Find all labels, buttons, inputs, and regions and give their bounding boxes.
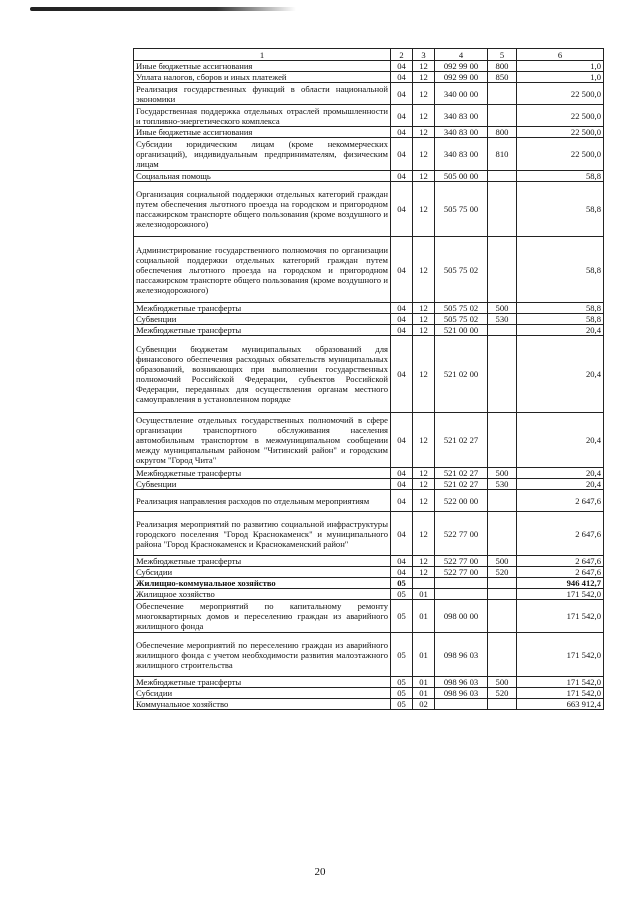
row-expense-type: 500 [488, 303, 517, 314]
table-row [134, 512, 604, 556]
row-target-article: 098 00 00 [435, 600, 488, 633]
row-target-article: 098 96 03 [435, 688, 488, 699]
row-section: 04 [391, 468, 413, 479]
row-name: Осуществление отдельных государственных полномочий в сфере организации транспортного обслуживания населения автомобильным транспортом в межмуниципальном сообщении между муниципальным районом "Читинский район" и городским округом "Город Чита" [134, 413, 391, 468]
row-sum: 2 647,6 [517, 567, 604, 578]
table-row [134, 479, 604, 490]
row-target-article: 522 77 00 [435, 556, 488, 567]
row-subsection: 12 [413, 171, 435, 182]
row-subsection: 02 [413, 699, 435, 710]
row-expense-type [488, 589, 517, 600]
row-expense-type [488, 578, 517, 589]
row-section: 04 [391, 61, 413, 72]
row-sum: 22 500,0 [517, 138, 604, 171]
row-subsection: 12 [413, 490, 435, 512]
row-sum: 22 500,0 [517, 105, 604, 127]
row-expense-type [488, 325, 517, 336]
header-col-2: 2 [391, 49, 413, 61]
row-section: 04 [391, 83, 413, 105]
row-name: Иные бюджетные ассигнования [134, 61, 391, 72]
row-name: Уплата налогов, сборов и иных платежей [134, 72, 391, 83]
row-sum: 171 542,0 [517, 688, 604, 699]
row-sum: 1,0 [517, 72, 604, 83]
row-section: 04 [391, 105, 413, 127]
row-target-article: 340 83 00 [435, 105, 488, 127]
row-section: 04 [391, 303, 413, 314]
row-subsection: 12 [413, 567, 435, 578]
row-sum: 20,4 [517, 479, 604, 490]
row-expense-type: 810 [488, 138, 517, 171]
row-expense-type [488, 171, 517, 182]
row-target-article: 522 77 00 [435, 512, 488, 556]
row-subsection: 12 [413, 105, 435, 127]
row-section: 04 [391, 556, 413, 567]
table-row [134, 567, 604, 578]
row-sum: 2 647,6 [517, 512, 604, 556]
table-row [134, 138, 604, 171]
row-target-article: 092 99 00 [435, 72, 488, 83]
row-section: 05 [391, 600, 413, 633]
table-body [134, 61, 604, 710]
row-subsection: 12 [413, 303, 435, 314]
row-sum: 2 647,6 [517, 490, 604, 512]
row-expense-type: 500 [488, 468, 517, 479]
row-subsection: 12 [413, 127, 435, 138]
row-name: Социальная помощь [134, 171, 391, 182]
row-subsection: 12 [413, 182, 435, 237]
row-name: Реализация мероприятий по развитию социальной инфраструктуры городского поселения "Город Краснокаменск" и муниципального района "Город Краснокаменск и Краснокаменский район" [134, 512, 391, 556]
row-target-article: 521 02 27 [435, 479, 488, 490]
table-row [134, 556, 604, 567]
header-col-5: 5 [488, 49, 517, 61]
row-subsection: 01 [413, 677, 435, 688]
row-sum: 171 542,0 [517, 677, 604, 688]
table-row [134, 237, 604, 303]
row-subsection: 12 [413, 61, 435, 72]
row-sum: 946 412,7 [517, 578, 604, 589]
table-row [134, 127, 604, 138]
row-target-article: 340 00 00 [435, 83, 488, 105]
row-target-article: 522 00 00 [435, 490, 488, 512]
row-section: 04 [391, 314, 413, 325]
row-section: 05 [391, 578, 413, 589]
row-subsection: 12 [413, 336, 435, 413]
row-sum: 58,8 [517, 237, 604, 303]
row-subsection: 12 [413, 237, 435, 303]
row-name: Субвенции бюджетам муниципальных образований для финансового обеспечения расходных обязательств муниципальных образований, возникающих при выполнении государственных полномочий Российской Федерации, субъектов Российской Федерации, переданных для осуществления органам местного самоуправления в установленном порядке [134, 336, 391, 413]
row-target-article: 505 00 00 [435, 171, 488, 182]
table-row [134, 578, 604, 589]
row-subsection: 01 [413, 688, 435, 699]
row-section: 04 [391, 72, 413, 83]
row-section: 05 [391, 688, 413, 699]
table-row [134, 336, 604, 413]
row-sum: 58,8 [517, 303, 604, 314]
row-section: 05 [391, 633, 413, 677]
row-expense-type: 500 [488, 556, 517, 567]
row-sum: 171 542,0 [517, 633, 604, 677]
row-target-article [435, 589, 488, 600]
row-section: 04 [391, 237, 413, 303]
table-row [134, 61, 604, 72]
row-expense-type [488, 699, 517, 710]
header-col-6: 6 [517, 49, 604, 61]
row-expense-type: 500 [488, 677, 517, 688]
row-expense-type [488, 237, 517, 303]
row-subsection: 12 [413, 512, 435, 556]
page-number: 20 [314, 866, 326, 878]
row-name: Субвенции [134, 314, 391, 325]
row-name: Организация социальной поддержки отдельных категорий граждан путем обеспечения льготного проезда на городском и пригородном пассажирском транспорте общего пользования (кроме воздушного и железнодорожного) [134, 182, 391, 237]
row-subsection: 01 [413, 589, 435, 600]
row-subsection: 12 [413, 138, 435, 171]
table-row [134, 699, 604, 710]
table-row [134, 688, 604, 699]
table-row [134, 589, 604, 600]
row-section: 04 [391, 490, 413, 512]
row-subsection: 12 [413, 325, 435, 336]
table-row [134, 468, 604, 479]
row-subsection: 12 [413, 413, 435, 468]
row-target-article: 522 77 00 [435, 567, 488, 578]
row-target-article: 521 00 00 [435, 325, 488, 336]
row-subsection [413, 578, 435, 589]
table-row [134, 72, 604, 83]
table-header-row [134, 49, 604, 61]
row-target-article: 340 83 00 [435, 138, 488, 171]
row-sum: 2 647,6 [517, 556, 604, 567]
row-name: Межбюджетные трансферты [134, 325, 391, 336]
row-name: Межбюджетные трансферты [134, 468, 391, 479]
row-section: 05 [391, 677, 413, 688]
row-name: Реализация направления расходов по отдельным мероприятиям [134, 490, 391, 512]
row-sum: 20,4 [517, 413, 604, 468]
row-section: 05 [391, 699, 413, 710]
table-row [134, 413, 604, 468]
row-section: 04 [391, 138, 413, 171]
row-name: Администрирование государственного полномочия по организации социальной поддержки отдельных категорий граждан путем обеспечения льготного проезда на городском и пригородном пассажирском транспорте общего пользования (кроме воздушного и железнодорожного) [134, 237, 391, 303]
row-target-article: 505 75 02 [435, 237, 488, 303]
row-target-article: 505 75 02 [435, 303, 488, 314]
row-expense-type: 520 [488, 567, 517, 578]
row-name: Реализация государственных функций в области национальной экономики [134, 83, 391, 105]
row-name: Коммунальное хозяйство [134, 699, 391, 710]
row-expense-type [488, 105, 517, 127]
row-subsection: 12 [413, 468, 435, 479]
row-name: Межбюджетные трансферты [134, 556, 391, 567]
budget-table [133, 48, 604, 710]
table-row [134, 105, 604, 127]
row-section: 04 [391, 479, 413, 490]
row-section: 04 [391, 325, 413, 336]
row-name: Иные бюджетные ассигнования [134, 127, 391, 138]
row-target-article: 098 96 03 [435, 677, 488, 688]
row-target-article: 521 02 27 [435, 468, 488, 479]
row-section: 04 [391, 127, 413, 138]
row-name: Обеспечение мероприятий по капитальному ремонту многоквартирных домов и переселению граждан из аварийного жилищного фонда [134, 600, 391, 633]
row-section: 04 [391, 171, 413, 182]
table-row [134, 325, 604, 336]
row-expense-type [488, 512, 517, 556]
row-name: Субсидии [134, 688, 391, 699]
row-section: 04 [391, 413, 413, 468]
row-subsection: 12 [413, 479, 435, 490]
table-row [134, 182, 604, 237]
row-sum: 22 500,0 [517, 83, 604, 105]
row-expense-type: 800 [488, 61, 517, 72]
row-target-article: 505 75 00 [435, 182, 488, 237]
scan-artifact-bar [30, 7, 296, 11]
row-name: Межбюджетные трансферты [134, 677, 391, 688]
row-expense-type [488, 413, 517, 468]
header-col-4: 4 [435, 49, 488, 61]
row-sum: 20,4 [517, 325, 604, 336]
row-name: Жилищное хозяйство [134, 589, 391, 600]
row-subsection: 12 [413, 72, 435, 83]
row-name: Субсидии [134, 567, 391, 578]
table-row [134, 83, 604, 105]
row-target-article [435, 699, 488, 710]
row-target-article: 340 83 00 [435, 127, 488, 138]
table-row [134, 600, 604, 633]
table-row [134, 314, 604, 325]
row-section: 04 [391, 182, 413, 237]
row-section: 04 [391, 567, 413, 578]
row-expense-type: 520 [488, 688, 517, 699]
row-subsection: 01 [413, 600, 435, 633]
row-target-article: 521 02 27 [435, 413, 488, 468]
table-row [134, 677, 604, 688]
header-col-1: 1 [134, 49, 391, 61]
row-name: Жилищно-коммунальное хозяйство [134, 578, 391, 589]
row-name: Государственная поддержка отдельных отраслей промышленности и топливно-энергетического комплекса [134, 105, 391, 127]
row-section: 04 [391, 336, 413, 413]
row-sum: 58,8 [517, 314, 604, 325]
row-expense-type [488, 490, 517, 512]
row-expense-type [488, 336, 517, 413]
row-section: 05 [391, 589, 413, 600]
table-row [134, 490, 604, 512]
row-expense-type: 530 [488, 314, 517, 325]
row-target-article: 505 75 02 [435, 314, 488, 325]
row-sum: 22 500,0 [517, 127, 604, 138]
row-subsection: 12 [413, 83, 435, 105]
row-expense-type [488, 83, 517, 105]
table-row [134, 633, 604, 677]
table-row [134, 303, 604, 314]
row-sum: 20,4 [517, 336, 604, 413]
row-subsection: 12 [413, 314, 435, 325]
row-sum: 171 542,0 [517, 589, 604, 600]
row-name: Обеспечение мероприятий по переселению граждан из аварийного жилищного фонда с учетом необходимости развития малоэтажного жилищного строительства [134, 633, 391, 677]
row-subsection: 12 [413, 556, 435, 567]
row-sum: 171 542,0 [517, 600, 604, 633]
row-name: Субвенции [134, 479, 391, 490]
row-subsection: 01 [413, 633, 435, 677]
row-name: Субсидии юридическим лицам (кроме некоммерческих организаций), индивидуальным предпринимателям, физическим лицам [134, 138, 391, 171]
row-sum: 58,8 [517, 171, 604, 182]
row-expense-type: 800 [488, 127, 517, 138]
row-sum: 663 912,4 [517, 699, 604, 710]
row-expense-type [488, 182, 517, 237]
row-target-article [435, 578, 488, 589]
row-expense-type [488, 600, 517, 633]
row-target-article: 092 99 00 [435, 61, 488, 72]
row-target-article: 098 96 03 [435, 633, 488, 677]
row-sum: 58,8 [517, 182, 604, 237]
header-col-3: 3 [413, 49, 435, 61]
row-expense-type: 850 [488, 72, 517, 83]
row-expense-type: 530 [488, 479, 517, 490]
table-row [134, 171, 604, 182]
row-sum: 20,4 [517, 468, 604, 479]
row-sum: 1,0 [517, 61, 604, 72]
row-target-article: 521 02 00 [435, 336, 488, 413]
row-section: 04 [391, 512, 413, 556]
row-name: Межбюджетные трансферты [134, 303, 391, 314]
row-expense-type [488, 633, 517, 677]
